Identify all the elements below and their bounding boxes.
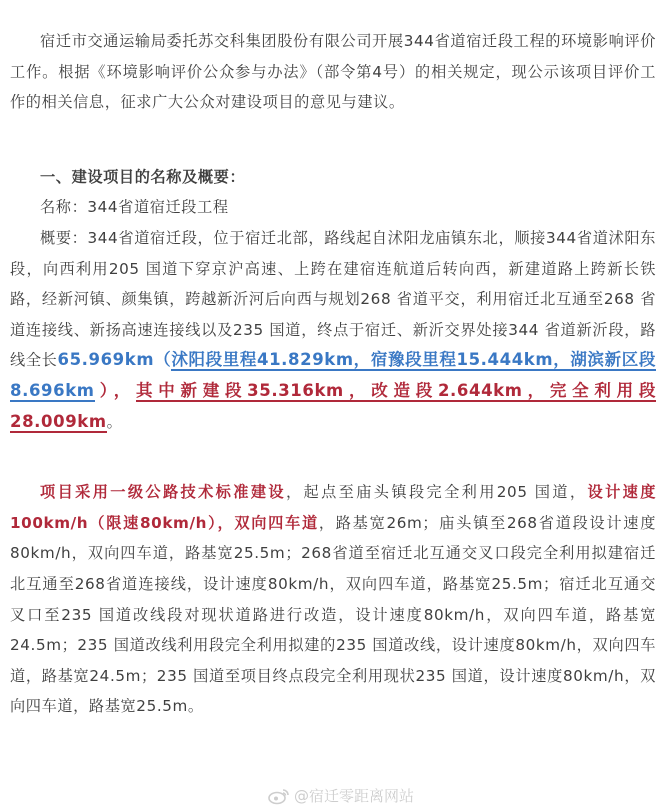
project-name: 名称：344省道宿迁段工程 bbox=[40, 198, 229, 217]
standard-rest: ，路基宽26m；庙头镇至268省道段设计速度80km/h，双向四车道，路基宽25.5m；268省道至宿迁北互通交叉口段完全利用拟建宿迁北互通至268省道连接线，设计速度80km/h，双向四车道，路基宽25.5m；宿迁北互通交叉口至235 国道改线段对现状道路进行改造，设计速度80km/h，双向四车道，路基宽24.5m；235 国道改线利用段完全利用拟建的235 国道改线，设计速度80km/h，双向四车道，路基宽24.5m；235 国道至项目终点段完全利用现状235 国道，设计速度80km/h，双向四车道，路基宽25.5m。 bbox=[10, 513, 656, 716]
overview-text: 概要：344省道宿迁段，位于宿迁北部，路线起自沭阳龙庙镇东北，顺接344省道沭阳东段，向西利用205 国道下穿京沪高速、上跨在建宿连航道后转向西，新建道路上跨新长铁路，经新河镇、颜集镇，跨越新沂河后向西与规划268 省道平交，利用宿迁北互通至268 省道连接线、新扬高速连接线以及235 国道，终点于宿迁、新沂交界处接344 省道新沂段，路线全长 bbox=[10, 228, 656, 370]
end-mark: 。 bbox=[106, 412, 123, 431]
paren-close: ）， bbox=[94, 380, 136, 400]
total-length: 65.969km bbox=[57, 350, 155, 370]
segment-lengths: 沭阳段里程41.829km，宿豫段里程15.444km，湖滨新区段8.696km bbox=[10, 350, 656, 400]
project-overview bbox=[10, 223, 656, 437]
article-body bbox=[10, 26, 656, 722]
section-heading: 一、建设项目的名称及概要： bbox=[40, 167, 246, 186]
design-speed: 设计速度100km/h（限速80km/h），双向四车道 bbox=[10, 483, 656, 532]
paren-open: （ bbox=[154, 350, 172, 370]
standard-part1: ，起点至庙头镇段完全利用205 国道， bbox=[285, 483, 588, 502]
weibo-watermark bbox=[268, 785, 414, 806]
standard-lead: 项目采用一级公路技术标准建设 bbox=[40, 483, 286, 502]
standards-paragraph bbox=[10, 477, 656, 722]
intro-paragraph: 宿迁市交通运输局委托苏交科集团股份有限公司开展344省道宿迁段工程的环境影响评价工作。根据《环境影响评价公众参与办法》（部令第4号）的相关规定，现公示该项目评价工作的相关信息，征求广大公众对建设项目的意见与建议。 bbox=[10, 32, 656, 112]
watermark-text: @宿迁零距离网站 bbox=[293, 787, 414, 805]
new-build-lengths: 其中新建段35.316km，改造段2.644km，完全利用段28.009km bbox=[10, 380, 656, 431]
weibo-icon bbox=[268, 787, 290, 805]
